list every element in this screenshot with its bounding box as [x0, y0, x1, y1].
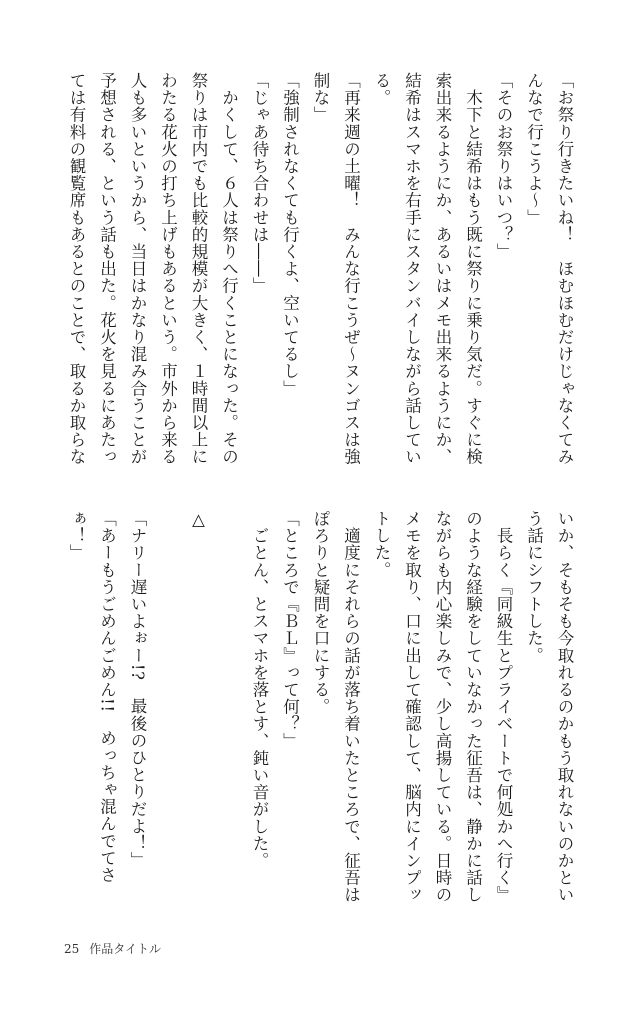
text-line: ては有料の観覧席もあるとのことで、取るか取らな	[67, 72, 86, 466]
upper-text-block	[61, 72, 580, 484]
text-line: 適度にそれらの話が落ち着いたところで、征吾は	[341, 510, 361, 904]
text-line: トした。	[372, 510, 391, 579]
text-line: 祭りは市内でも比較的規模が大きく、１時間以上に	[189, 72, 208, 466]
text-line: う話にシフトした。	[524, 510, 544, 664]
lower-text-block	[61, 510, 580, 942]
text-line: 「あーもうごめんごめん!! めっちゃ混んでてさ	[97, 510, 117, 884]
text-line	[213, 510, 244, 942]
text-line: 「じゃあ待ち合わせは――」	[250, 72, 269, 295]
text-line: のような経験をしていなかった征吾は、静かに話し	[463, 510, 483, 904]
text-line: 索出来るようにか、あるいはメモ出来るようにか、	[433, 72, 452, 466]
text-line: 「再来週の土曜！ みんな行こうぜ〜ヌンゴスは強	[341, 72, 361, 466]
text-line: わたる花火の打ち上げもあるという。市外から来る	[158, 72, 178, 466]
text-line: ぽろりと疑問を口にする。	[311, 510, 330, 716]
text-line	[152, 510, 183, 942]
text-line: 長らく『同級生とプライベートで何処かへ行く』	[494, 510, 513, 904]
text-line: 制な」	[311, 72, 330, 124]
text-line: 「ところで『ＢＬ』って何？」	[280, 510, 300, 750]
text-line: ごとん、とスマホを落とす、鈍い音がした。	[250, 510, 269, 870]
text-line: かくして、６人は祭りへ行くことになった。その	[219, 72, 239, 466]
text-line: 結希はスマホを右手にスタンバイしながら話してい	[402, 72, 422, 466]
text-line: メモを取り、口に出して確認して、脳内にインプッ	[402, 510, 422, 904]
text-line: 木下と結希はもう既に祭りに乗り気だ。すぐに検	[463, 72, 483, 466]
text-line: 「お祭り行きたいね！ ほむほむだけじゃなくてみ	[555, 72, 574, 466]
text-line: いか、そもそも今取れるのかもう取れないのかとい	[555, 510, 574, 904]
text-line: 「強制されなくても行くよ、空いてるし」	[280, 72, 300, 397]
text-line: んなで行こうよ〜」	[524, 72, 544, 226]
page-footer	[64, 940, 171, 957]
text-line: △	[189, 510, 208, 530]
text-line: ぁ！」	[67, 510, 86, 562]
page-number: 25	[64, 942, 80, 956]
text-line: 「そのお祭りはいつ？」	[494, 72, 513, 261]
text-line: 予想される、という話も出た。花火を見るにあたっ	[97, 72, 117, 466]
work-title: 作品タイトル	[89, 942, 162, 956]
text-line: ながらも内心楽しみで、少し高揚している。日時の	[433, 510, 452, 904]
text-line: る。	[372, 72, 391, 107]
text-line: 「ナリー遅いよぉー!? 最後のひとりだよ！」	[128, 510, 147, 869]
text-line: 人も多いというから、当日はかなり混み合うことが	[128, 72, 147, 466]
